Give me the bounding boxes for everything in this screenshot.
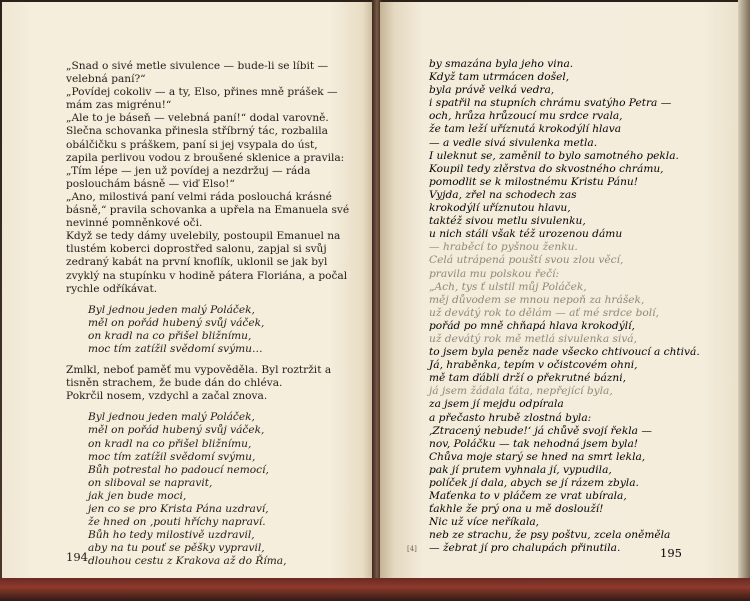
paragraph: Pokrčil nosem, vzdychl a začal znova. [66, 390, 268, 403]
verse-line: Maťenka to v pláčem ze vrat ubírala, [429, 490, 627, 503]
verse-line: i spatřil na stupních chrámu svatýho Petra — [429, 97, 672, 110]
verse-line: — a vedle sivá sivulenka metla. [429, 136, 598, 149]
verse-line: byla právě velká vedra, [429, 84, 555, 97]
verse-line: och, hrůza hrůzoucí mu srdce rvala, [429, 110, 623, 123]
paragraph: Slečna schovanka přinesla stříbrný tác, rozbalila obálčičku s práškem, paní si jej vsypala do úst, zapila perlivou vodou z broušené sklenice a pravila: „Tím lépe — jen už povídej a nezdržuj — ráda poslouchám básně — viď Elso!“ [66, 125, 345, 190]
verse-line: už devátý rok to dělám — ať mé srdce bolí, [429, 306, 659, 319]
verse-line: moc tím zatížil svědomí svýmu… [88, 342, 263, 355]
verse-line: moc tím zatížil svědomí svýmu, [88, 450, 256, 463]
verse-line: ťakhle že prý ona u mě doslouží! [429, 503, 604, 516]
verse-line: Vyjda, zřel na schodech zas [429, 188, 577, 201]
left-page-text [66, 60, 352, 576]
signature-mark: [4] [407, 545, 417, 553]
verse-line: pořád po mně chňapá hlava krokodýlí, [429, 319, 635, 332]
verse-line: a přečasto hrubě zlostná byla: [429, 411, 592, 424]
verse-line: jak jen bude moci, [88, 489, 187, 502]
verse-line: Celá utrápená pouští svou zlou věcí, [429, 254, 624, 267]
verse-line: pravila mu polskou řečí: [429, 267, 560, 280]
verse-line: on kradl na co přišel bližnímu, [88, 329, 252, 342]
verse-line: že tam leží uříznutá krokodýlí hlava [429, 123, 622, 136]
verse-line: nov, Poláčku — tak nehodná jsem byla! [429, 437, 639, 450]
verse-line: taktéž sivou metlu sivulenku, [429, 215, 586, 228]
verse-line: ‚Ztracený nebude!‘ já chůvě svojí řekla — [429, 424, 652, 437]
verse-stanza-2 [88, 411, 352, 568]
verse-line: neb ze strachu, že psy poštvu, zcela oněměla [429, 529, 671, 542]
verse-line: měl on pořád hubený svůj váček, [88, 316, 265, 329]
verse-line: za jsem jí mejdu odpírala [429, 398, 564, 411]
verse-line: mě tam ďábli drží o překrutné bázni, [429, 372, 627, 385]
verse-line: by smazána byla jeho vina. [429, 58, 574, 70]
verse-line: já jsem žádala ťáta, nepřející byla, [429, 385, 613, 398]
paragraph: Když se tedy dámy uvelebily, postoupil Emanuel na tlustém koberci doprostřed salonu, zapjal si svůj zedraný kabát na první knoflík, uklonil se jak byl zvyklý na stupínku v hodině pátera Floriána, a počal rychle odříkávat. [66, 230, 348, 295]
paragraph: „Povídej cokoliv — a ty, Elso, přines mně prášek — mám zas migrénu!“ [66, 86, 338, 112]
verse-line: I uleknut se, zaměnil to bylo samotného pekla. [429, 149, 679, 162]
verse-line: Koupil tedy zlěrstva do skvostného chrámu, [429, 162, 664, 175]
verse-line: už devátý rok mě metlá sivulenka sivá, [429, 332, 637, 345]
verse-line: „Ach, tys ť ulstil můj Poláček, [429, 280, 587, 293]
page-edge [738, 0, 750, 601]
verse-line: Chůva moje starý se hned na smrt lekla, [429, 450, 646, 463]
page-number-left: 194 [66, 550, 88, 564]
left-page [2, 2, 374, 582]
page-number-right: 195 [660, 546, 682, 560]
paragraph: „Ano, milostivá paní velmi ráda poslouchá krásné básně,“ pravila schovanka a upřela na Emanuela své nevinné pomněnkové oči. [66, 190, 350, 230]
paragraph: „Snad o sivé metle sivulence — bude-li se líbit — velebná paní?“ [66, 60, 329, 86]
verse-line: aby na tu pouť se pěšky vypravil, [88, 542, 265, 555]
verse-line: dlouhou cestu z Krakova až do Říma, [88, 555, 287, 568]
verse-line: měj důvodem se mnou nepoň za hrášek, [429, 293, 645, 306]
verse-line: Byl jednou jeden malý Poláček, [88, 411, 255, 424]
verse-line: že hned on ‚pouti hříchy napraví. [88, 516, 266, 529]
verse-line: políček jí dala, abych se jí rázem zbyla. [429, 477, 639, 489]
verse-line: Nic už více neříkala, [429, 516, 540, 529]
verse-line: — hraběcí to pyšnou ženku. [429, 241, 578, 254]
book-cover-edge [0, 578, 750, 601]
verse-line: Bůh potrestal ho padoucí nemocí, [88, 463, 269, 476]
verse-line: on kradl na co přišel bližnímu, [88, 437, 252, 450]
verse-line: Já, hraběnka, tepím v očistcovém ohni, [429, 359, 638, 372]
verse-line: pomodlit se k milostnému Kristu Pánu! [429, 175, 638, 188]
verse-stanza-1 [88, 304, 352, 356]
verse-line: — žebrat jí pro chalupách přinutila. [429, 542, 621, 555]
verse-line: to jsem byla peněz nade všecko chtivoucí a chtivá. [429, 346, 700, 359]
verse-line: Když tam utrmácen došel, [429, 71, 570, 84]
paragraph: Zmlkl, neboť paměť mu vypověděla. Byl roztržit a tisněn strachem, že bude dán do chléva. [66, 364, 332, 390]
verse-line: Byl jednou jeden malý Poláček, [88, 303, 255, 316]
verse-line: měl on pořád hubený svůj váček, [88, 424, 265, 437]
verse-line: krokodýlí uříznutou hlavu, [429, 202, 571, 215]
verse-line: jen co se pro Krista Pána uzdraví, [88, 503, 269, 515]
verse-line: u nich stáli však též urozenou dámu [429, 228, 623, 241]
verse-line: pak jí prutem vyhnala jí, vypudila, [429, 463, 612, 476]
verse-line: Bůh ho tedy milostivě uzdravil, [88, 529, 255, 542]
paragraph: „Ale to je báseň — velebná paní!“ dodal varovně. [66, 112, 329, 125]
verse-line: on sliboval se napravit, [88, 476, 213, 489]
right-page-text [429, 58, 700, 556]
